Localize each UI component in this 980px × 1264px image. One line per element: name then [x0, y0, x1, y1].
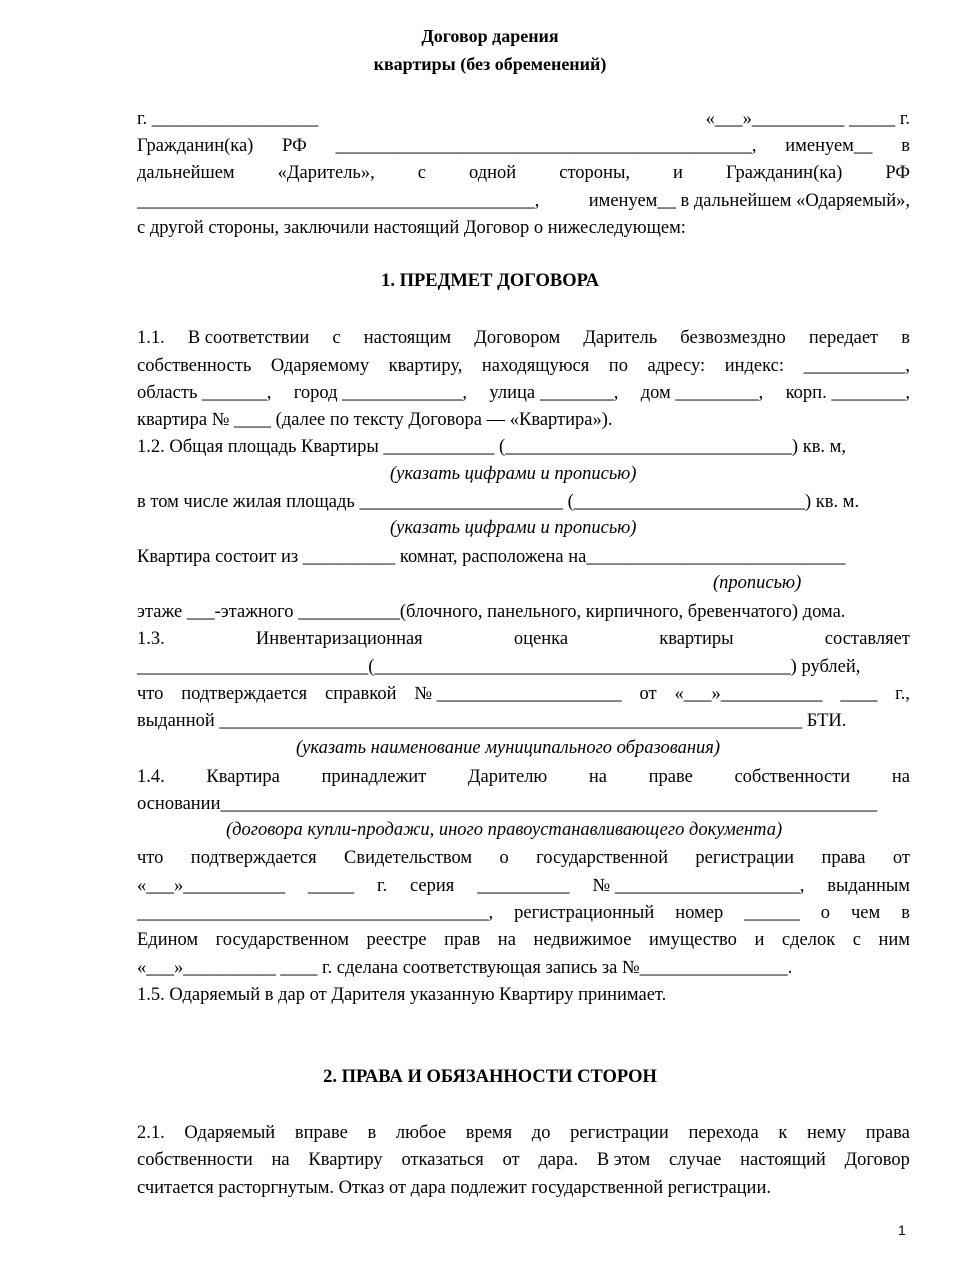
text-segment: государственной [536, 848, 669, 868]
text-segment: именуем__ [785, 136, 873, 156]
text-segment: любое [395, 1123, 447, 1143]
text-segment: собственность [137, 356, 252, 376]
intro-line [137, 161, 910, 185]
text-segment: 1.2. Общая площадь Квартиры ____________ (_______________________________) кв. м, [137, 437, 847, 457]
s1-line [137, 627, 910, 651]
section-2-heading: 2. ПРАВА И ОБЯЗАННОСТИ СТОРОН [323, 1067, 657, 1087]
text-segment: В этом [596, 1150, 651, 1170]
s1-line [137, 983, 910, 1007]
s1-line [137, 928, 910, 952]
s1-line [137, 682, 910, 706]
text-segment: случае [668, 1150, 722, 1170]
s1-line [137, 655, 910, 679]
text-segment: ним [878, 930, 910, 950]
text-segment: от [502, 1150, 520, 1170]
text-segment: квартиры [659, 629, 734, 649]
hint-digits-words-2: (указать цифрами и прописью) [390, 518, 637, 538]
text-segment: Квартира [206, 767, 280, 787]
s1-line [137, 956, 910, 980]
text-segment: «Даритель», [277, 163, 375, 183]
section-1-heading: 1. ПРЕДМЕТ ДОГОВОРА [381, 271, 599, 291]
text-segment: № ____________________ [414, 684, 622, 704]
text-segment: г., [895, 684, 910, 704]
text-segment: выданным [827, 876, 910, 896]
document-title: Договор дарения [421, 26, 559, 46]
text-segment: подтверждается [181, 684, 308, 704]
text-segment: передает [808, 328, 879, 348]
text-segment: выданной _______________________________________________________________ БТИ. [137, 711, 847, 731]
text-segment: г. [376, 876, 388, 896]
s1-line [137, 545, 910, 569]
text-segment: дара. [538, 1150, 579, 1170]
text-segment: имущество [648, 930, 737, 950]
text-segment: Инвентаризационная [255, 629, 423, 649]
text-segment: ______ [744, 903, 800, 923]
text-segment: дальнейшем [137, 163, 235, 183]
text-segment: корп. ________, [785, 383, 910, 403]
text-segment: с другой стороны, заключили настоящий Договор о нижеследующем: [137, 218, 686, 238]
text-segment: адресу: [647, 356, 706, 376]
text-segment: область _______, [137, 383, 272, 403]
text-segment: серия [409, 876, 455, 896]
text-segment: о [499, 848, 509, 868]
text-segment: квартиру, [388, 356, 463, 376]
text-segment: находящуюся [481, 356, 590, 376]
s1-line [137, 490, 910, 514]
text-segment: именуем__ в дальнейшем «Одаряемый», [588, 191, 910, 211]
s2-line [137, 1176, 910, 1200]
text-segment: город _____________, [293, 383, 468, 403]
text-segment: стороны, [559, 163, 631, 183]
s1-line [137, 381, 910, 405]
text-segment: о [820, 903, 830, 923]
text-segment: от [639, 684, 657, 704]
s1-line [137, 326, 910, 350]
text-segment: нему [807, 1123, 847, 1143]
text-segment: безвозмездно [680, 328, 786, 348]
text-segment: от [892, 848, 910, 868]
s1-line [137, 874, 910, 898]
text-segment: настоящим [363, 328, 452, 348]
text-segment: регистрации [570, 1123, 669, 1143]
text-segment: Гражданин(ка) [137, 136, 254, 156]
text-segment: оценка [513, 629, 569, 649]
page-number: 1 [898, 1222, 906, 1238]
text-segment: вправе [294, 1123, 348, 1143]
text-segment: Даритель [583, 328, 658, 348]
text-segment: на [588, 767, 608, 787]
text-segment: права [821, 848, 866, 868]
intro-line [137, 216, 910, 240]
s2-line [137, 1121, 910, 1145]
text-segment: справкой [324, 684, 397, 704]
s1-line [137, 354, 910, 378]
text-segment: Едином [137, 930, 199, 950]
s1-line [137, 901, 910, 925]
text-segment: с [417, 163, 426, 183]
text-segment: номер [675, 903, 724, 923]
text-segment: 1.5. Одаряемый в дар от Дарителя указанную Квартиру принимает. [137, 985, 667, 1005]
text-segment: настоящий [740, 1150, 826, 1170]
text-segment: и [754, 930, 765, 950]
text-segment: индекс: [724, 356, 785, 376]
text-segment: _____________________________________________, [335, 136, 757, 156]
text-segment: этаже ___-этажного ___________(блочного, панельного, кирпичного, бревенчатого) дома. [137, 602, 846, 622]
text-segment: улица ________, [489, 383, 619, 403]
text-segment: _________________________(_____________________________________________) рублей, [137, 657, 861, 677]
hint-municipality: (указать наименование муниципального образования) [296, 738, 721, 758]
intro-line [137, 107, 910, 131]
text-segment: Дарителю [467, 767, 548, 787]
text-segment: в [901, 136, 910, 156]
text-segment: что [137, 684, 164, 704]
text-segment: г. __________________ [137, 109, 319, 129]
text-segment: перехода [688, 1123, 759, 1143]
text-segment: праве [648, 767, 693, 787]
text-segment: время [465, 1123, 513, 1143]
text-segment: отказаться [401, 1150, 484, 1170]
text-segment: регистрационный [514, 903, 655, 923]
text-segment: одной [469, 163, 517, 183]
s1-line [137, 709, 910, 733]
text-segment: по [608, 356, 628, 376]
text-segment: Договор [844, 1150, 910, 1170]
text-segment: РФ [282, 136, 307, 156]
text-segment: в [901, 903, 910, 923]
text-segment: квартира № ____ (далее по тексту Договора — «Квартира»). [137, 410, 613, 430]
s1-line [137, 600, 910, 624]
text-segment: ____ [840, 684, 878, 704]
text-segment: на [271, 1150, 290, 1170]
document-subtitle: квартиры (без обременений) [373, 54, 607, 74]
text-segment: Гражданин(ка) [725, 163, 843, 183]
text-segment: 2.1. [137, 1123, 165, 1143]
text-segment: прав [444, 930, 481, 950]
text-segment: что [137, 848, 164, 868]
text-segment: «___»__________ ____ г. сделана соответствующая запись за №________________. [137, 958, 793, 978]
text-segment: В соответствии [187, 328, 310, 348]
text-segment: принадлежит [321, 767, 427, 787]
text-segment: __________ [477, 876, 570, 896]
text-segment: дом _________, [640, 383, 764, 403]
text-segment: Договором [474, 328, 561, 348]
text-segment: составляет [824, 629, 910, 649]
s1-line [137, 435, 910, 459]
s1-line [137, 408, 910, 432]
hint-ownership-document: (договора купли-продажи, иного правоустанавливающего документа) [226, 820, 783, 840]
text-segment: собственности [734, 767, 851, 787]
hint-in-words: (прописью) [713, 573, 802, 593]
s2-line [137, 1148, 910, 1172]
text-segment: в [901, 328, 910, 348]
hint-digits-words-1: (указать цифрами и прописью) [390, 464, 637, 484]
s1-line [137, 765, 910, 789]
s1-line [137, 792, 910, 816]
text-segment: в [367, 1123, 377, 1143]
text-segment: сделок [781, 930, 836, 950]
s1-line [137, 846, 910, 870]
text-segment: реестре [366, 930, 427, 950]
text-segment: и [673, 163, 683, 183]
text-segment: к [778, 1123, 788, 1143]
text-segment: ___________________________________________, [137, 191, 540, 211]
text-segment: РФ [885, 163, 910, 183]
text-segment: «___»___________ [674, 684, 823, 704]
text-segment: _____ [307, 876, 355, 896]
text-segment: Квартира состоит из __________ комнат, расположена на____________________________ [137, 547, 846, 567]
text-segment: Квартиру [308, 1150, 383, 1170]
text-segment: основании_______________________________________________________________________ [137, 794, 878, 814]
text-segment: до [531, 1123, 551, 1143]
text-segment: с [332, 328, 341, 348]
text-segment: 1.4. [137, 767, 165, 787]
text-segment: 1.1. [137, 328, 165, 348]
text-segment: в том числе жилая площадь ______________________ (_________________________) кв. м. [137, 492, 860, 512]
text-segment: чем [850, 903, 881, 923]
text-segment: на [497, 930, 516, 950]
text-segment: считается расторгнутым. Отказ от дара подлежит государственной регистрации. [137, 1178, 771, 1198]
text-segment: недвижимое [533, 930, 632, 950]
text-segment: «___»__________ _____ г. [705, 109, 910, 129]
text-segment: «___»___________ [137, 876, 285, 896]
text-segment: 1.3. [137, 629, 165, 649]
text-segment: права [865, 1123, 910, 1143]
text-segment: с [852, 930, 861, 950]
intro-line [137, 189, 910, 213]
text-segment: Одаряемому [270, 356, 370, 376]
text-segment: на [891, 767, 910, 787]
text-segment: государственном [215, 930, 349, 950]
text-segment: № ____________________, [592, 876, 805, 896]
text-segment: подтверждается [190, 848, 317, 868]
text-segment: собственности [137, 1150, 253, 1170]
text-segment: Свидетельством [344, 848, 473, 868]
intro-line [137, 134, 910, 158]
text-segment: ______________________________________, [137, 903, 494, 923]
text-segment: ___________, [803, 356, 910, 376]
text-segment: Одаряемый [184, 1123, 276, 1143]
text-segment: регистрации [695, 848, 795, 868]
